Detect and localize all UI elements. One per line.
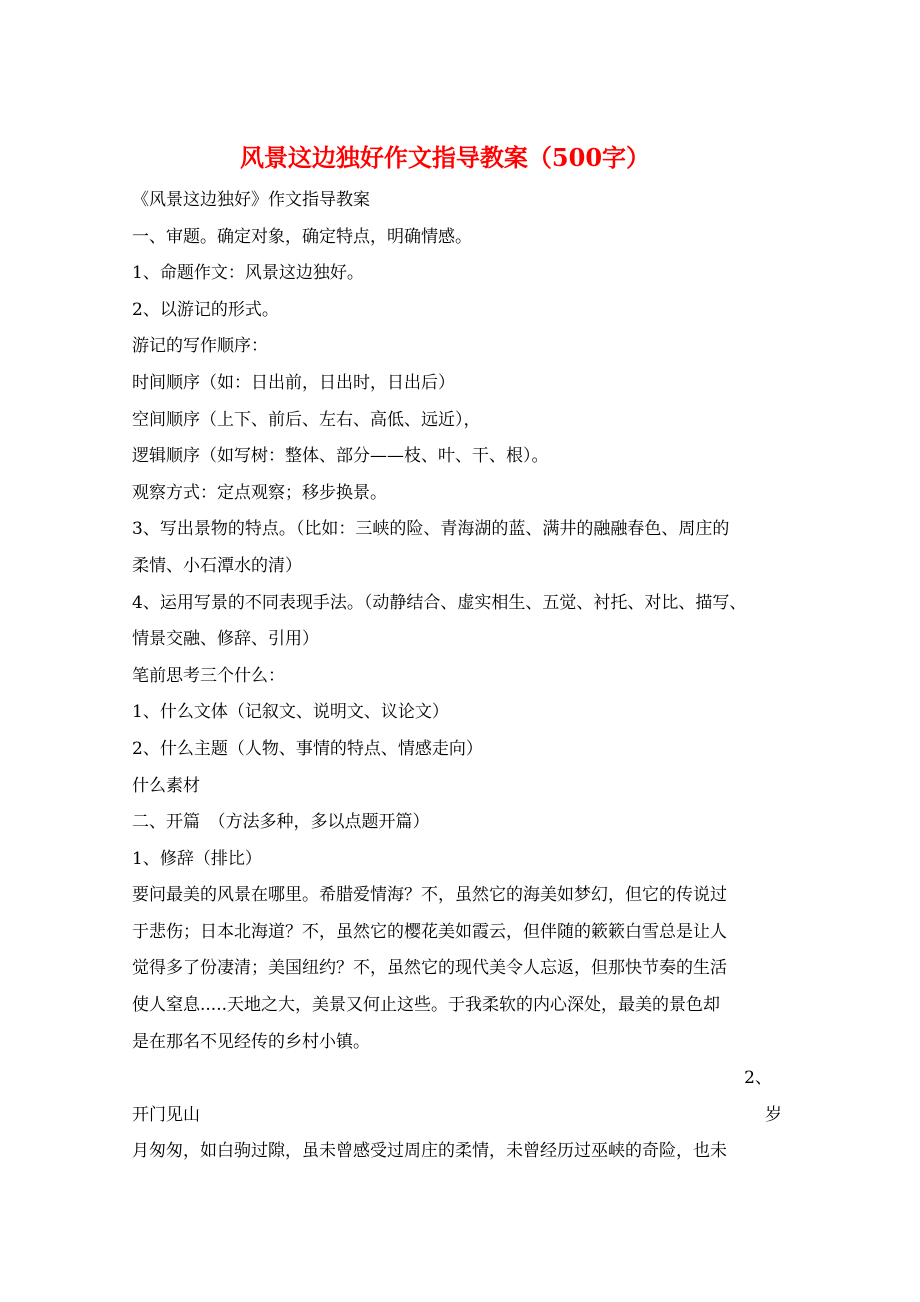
text-line: 空间顺序（上下、前后、左右、高低、远近）， [132, 409, 481, 430]
text-line: 使人窒息.....天地之大，美景又何止这些。于我柔软的内心深处，最美的景色却 [132, 995, 721, 1016]
document-title: 风景这边独好作文指导教案（500字） [239, 143, 651, 172]
open-heading: 开门见山 [132, 1104, 200, 1125]
item-number: 2、 [744, 1068, 772, 1089]
text-line: 要问最美的风景在哪里。希腊爱情海？不，虽然它的海美如梦幻，但它的传说过 [132, 885, 727, 906]
text-line: 二、开篇 （方法多种，多以点题开篇） [132, 812, 430, 833]
text-line: 觉得多了份凄清；美国纽约？不，虽然它的现代美令人忘返，但那快节奏的生活 [132, 958, 727, 979]
text-line: 月匆匆，如白驹过隙，虽未曾感受过周庄的柔情，未曾经历过巫峡的奇险，也未 [132, 1141, 727, 1162]
text-line: 1、什么文体（记叙文、说明文、议论文） [132, 702, 449, 723]
text-line: 什么素材 [132, 775, 200, 796]
text-line: 情景交融、修辞、引用） [132, 629, 319, 650]
text-line: 是在那名不见经传的乡村小镇。 [132, 1031, 370, 1052]
document-body [132, 182, 790, 1170]
text-line: 2、以游记的形式。 [132, 299, 279, 320]
open-heading-tail: 岁 [765, 1104, 782, 1125]
text-line: 3、写出景物的特点。（比如：三峡的险、青海湖的蓝、满井的融融春色、周庄的 [132, 519, 730, 540]
open-heading-line [132, 1097, 790, 1134]
text-line: 笔前思考三个什么： [132, 665, 285, 686]
text-line: 柔情、小石潭水的清） [132, 555, 302, 576]
text-line: 1、修辞（排比） [132, 848, 262, 869]
text-line: 《风景这边独好》作文指导教案 [132, 190, 370, 210]
text-line: 逻辑顺序（如写树：整体、部分——枝、叶、干、根）。 [132, 446, 549, 467]
text-line: 游记的写作顺序： [132, 336, 268, 357]
text-line: 时间顺序（如：日出前，日出时，日出后） [132, 372, 455, 393]
text-line: 观察方式：定点观察；移步换景。 [132, 482, 387, 503]
text-line: 1、命题作文：风景这边独好。 [132, 263, 364, 284]
text-line: 于悲伤；日本北海道？不，虽然它的樱花美如霞云，但伴随的簌簌白雪总是让人 [132, 921, 727, 942]
text-line: 4、运用写景的不同表现手法。（动静结合、虚实相生、五觉、衬托、对比、描写、 [132, 592, 747, 613]
text-line: 一、审题。确定对象，确定特点，明确情感。 [132, 226, 472, 247]
text-line: 2、什么主题（人物、事情的特点、情感走向） [132, 738, 483, 759]
